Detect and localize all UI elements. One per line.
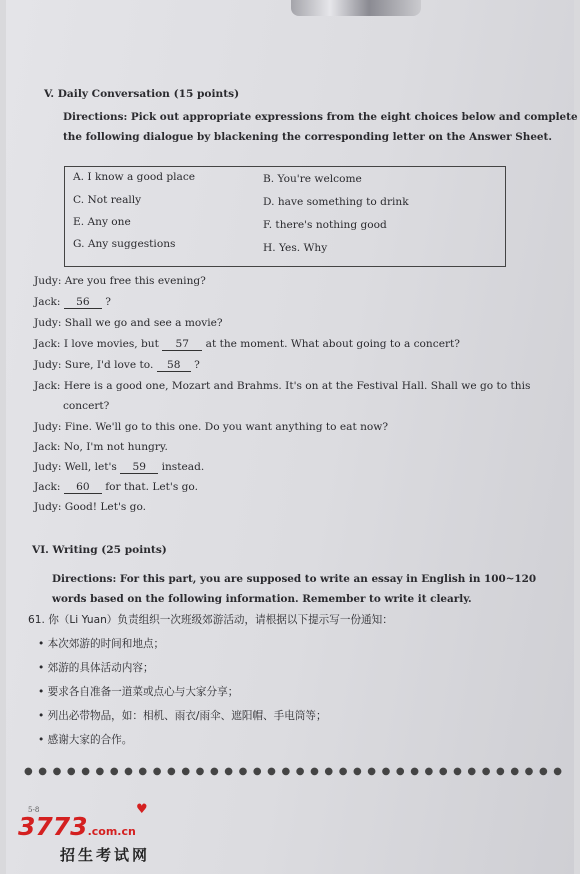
- choice-e: E. Any one: [73, 216, 131, 228]
- blank-58: 58: [157, 359, 191, 372]
- choice-h: H. Yes. Why: [263, 242, 328, 254]
- section6-directions-line2: words based on the following information. Remember to write it clearly.: [52, 593, 472, 605]
- writing-bullet-3: • 要求各自准备一道菜或点心与大家分享；: [38, 686, 239, 698]
- section6-directions-line1: Directions: For this part, you are supposed to write an essay in English in 100~120: [52, 573, 537, 585]
- line-rest: for that. Let's go.: [101, 481, 198, 493]
- section5-directions-line1: Directions: Pick out appropriate expressions from the eight choices below and complete: [63, 111, 578, 123]
- logo-tagline: 招生考试网: [60, 846, 151, 864]
- line-rest: instead.: [158, 461, 205, 473]
- speaker-text: Jack:: [34, 481, 64, 493]
- blank-56: 56: [64, 296, 102, 309]
- choice-g: G. Any suggestions: [73, 238, 176, 250]
- section5-heading: V. Daily Conversation (15 points): [44, 88, 240, 100]
- speaker-text: Judy: Well, let's: [34, 461, 121, 473]
- section5-directions-line2: the following dialogue by blackening the corresponding letter on the Answer Sheet.: [63, 131, 552, 143]
- section6-heading: VI. Writing (25 points): [32, 544, 167, 556]
- dialogue-line-1: Judy: Are you free this evening?: [34, 275, 206, 287]
- dialogue-line-10: [34, 481, 198, 494]
- speaker-text: Judy: Sure, I'd love to.: [34, 359, 157, 371]
- dialogue-line-8: Jack: No, I'm not hungry.: [34, 441, 168, 453]
- writing-bullet-5: • 感谢大家的合作。: [38, 734, 133, 746]
- choice-c: C. Not really: [73, 194, 142, 206]
- dialogue-line-4: [34, 338, 460, 351]
- writing-bullet-1: • 本次郊游的时间和地点；: [38, 638, 165, 650]
- dialogue-line-6b: concert?: [63, 400, 110, 412]
- dialogue-line-7: Judy: Fine. We'll go to this one. Do you want anything to eat now?: [34, 421, 389, 433]
- choice-b: B. You're welcome: [263, 173, 362, 185]
- logo-number: 3773: [18, 812, 88, 841]
- writing-prompt: 61. 你（Li Yuan）负责组织一次班级郊游活动，请根据以下提示写一份通知：: [28, 614, 393, 626]
- binding-clip-shadow: [291, 0, 421, 16]
- dialogue-line-3: Judy: Shall we go and see a movie?: [34, 317, 223, 329]
- speaker-text: Jack:: [34, 296, 64, 308]
- choice-f: F. there's nothing good: [263, 219, 387, 231]
- document-page: [6, 0, 578, 874]
- dialogue-line-6a: Jack: Here is a good one, Mozart and Brahms. It's on at the Festival Hall. Shall we go to this: [34, 380, 531, 392]
- line-rest: ?: [190, 359, 200, 371]
- blank-60: 60: [64, 481, 102, 494]
- choice-d: D. have something to drink: [263, 196, 409, 208]
- line-rest: at the moment. What about going to a concert?: [202, 338, 460, 350]
- writing-bullet-4: • 列出必带物品，如：相机、雨衣/雨伞、遮阳帽、手电筒等；: [38, 710, 327, 722]
- dotted-divider: ● ● ● ● ● ● ● ● ● ● ● ● ● ● ● ● ● ● ● ● ● ● ● ● ● ● ● ● ● ● ● ● ● ● ● ● ● ●: [24, 766, 564, 777]
- blank-57: 57: [162, 338, 202, 351]
- blank-59: 59: [120, 461, 158, 474]
- page-mark: 5-8: [28, 806, 40, 814]
- choices-box: [64, 166, 506, 267]
- dialogue-line-11: Judy: Good! Let's go.: [34, 501, 147, 513]
- line-rest: ?: [101, 296, 111, 308]
- dialogue-line-5: [34, 359, 200, 372]
- choice-a: A. I know a good place: [73, 171, 196, 183]
- logo-domain: .com.cn: [87, 825, 136, 838]
- dialogue-line-2: [34, 296, 111, 309]
- writing-bullet-2: • 郊游的具体活动内容；: [38, 662, 154, 674]
- heart-icon: ♥: [136, 802, 148, 817]
- speaker-text: Jack: I love movies, but: [34, 338, 163, 350]
- dialogue-line-9: [34, 461, 204, 474]
